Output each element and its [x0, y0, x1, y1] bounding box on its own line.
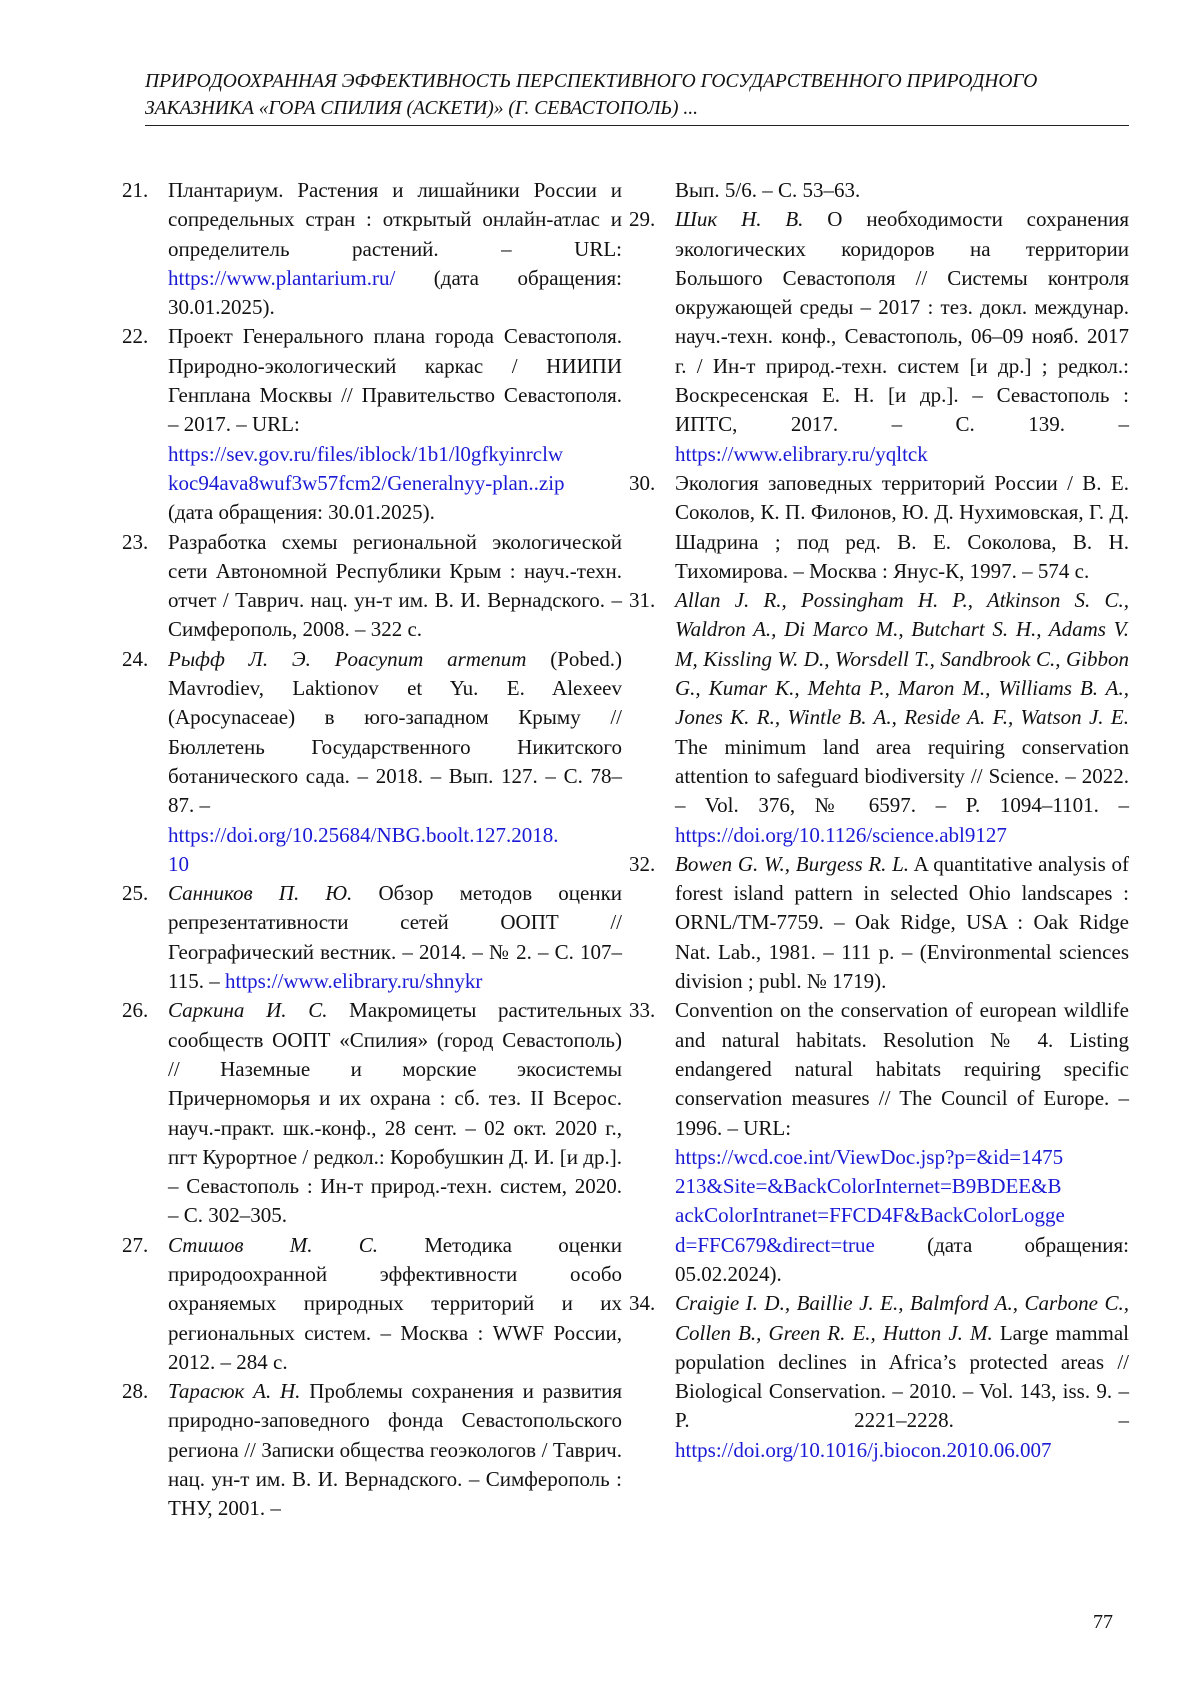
reference-28: [122, 1377, 622, 1523]
reference-body: [675, 1289, 1129, 1465]
reference-text: Экология заповедных территорий России / В. Е. Соколов, К. П. Филонов, Ю. Д. Нухимовская, Г. Д. Шадрина ; под ред. В. Е. Соколова, В. Н. Тихомирова. – Москва : Янус-К, 1997. – 574 с.: [675, 470, 1129, 583]
reference-number: 28.: [122, 1379, 149, 1404]
reference-text: The minimum land area requiring conservation attention to safeguard biodiversity // Science. – 2022. – Vol. 376, № 6597. – P. 1094–1101. –: [675, 734, 1129, 818]
reference-number: 32.: [629, 851, 656, 876]
reference-link-part-1[interactable]: https://wcd.coe.int/ViewDoc.jsp?p=&id=1475: [675, 1144, 1064, 1169]
reference-number: 33.: [629, 998, 656, 1023]
reference-text: (Pobed.) Mavrodiev, Laktionov et Yu. E. Alexeev (Apocynaceae) в юго-западном Крыму // Бюллетень Государственного Никитского ботанического сада. – 2018. – Вып. 127. – С. 78–87. –: [168, 646, 622, 818]
reference-authors: Рыфф Л. Э. Poacynum armenum: [168, 646, 527, 671]
reference-31: [629, 586, 1129, 850]
reference-authors: Тарасюк А. Н.: [168, 1379, 301, 1404]
running-header-line-2: ЗАКАЗНИКА «ГОРА СПИЛИЯ (АСКЕТИ)» (Г. СЕВАСТОПОЛЬ) ...: [145, 98, 699, 119]
reference-link-part-3[interactable]: ackColorIntranet=FFCD4F&BackColorLogge: [675, 1203, 1065, 1228]
reference-21: [122, 176, 622, 322]
page-number: 77: [1093, 1611, 1113, 1633]
reference-body: [168, 879, 622, 996]
reference-body: [675, 586, 1129, 850]
reference-authors: Санников П. Ю.: [168, 881, 353, 906]
reference-25: [122, 879, 622, 996]
reference-body: [168, 1377, 622, 1523]
reference-number: 21.: [122, 178, 149, 202]
running-header: [145, 68, 1131, 122]
reference-27: [122, 1231, 622, 1377]
running-header-line-1: ПРИРОДООХРАННАЯ ЭФФЕКТИВНОСТЬ ПЕРСПЕКТИВНОГО ГОСУДАРСТВЕННОГО ПРИРОДНОГО: [145, 71, 1038, 92]
reference-number: 31.: [629, 588, 656, 613]
reference-text: О необходимости сохранения экологических коридоров на территории Большого Севастополя // Системы контроля окружающей среды – 2017 : тез. докл. междунар. науч.-техн. конф., Севастополь, 06–09 нояб. 2017 г. / Ин-т природ.-техн. систем [и др.] ; редкол.: Воскресенская Е. Н. [и др.]. – Севастополь : ИПТС, 2017. – С. 139. –: [675, 207, 1129, 437]
reference-text: Разработка схемы региональной экологической сети Автономной Республики Крым : науч.-техн. отчет / Таврич. нац. ун-т им. В. И. Вернадского. – Симферополь, 2008. – 322 с.: [168, 529, 622, 642]
reference-23: [122, 528, 622, 645]
reference-number: 27.: [122, 1232, 149, 1257]
reference-number: 34.: [629, 1291, 656, 1316]
reference-authors: Craigie I. D., Baillie J. E., Balmford A., Carbone C., Collen B., Green R. E., Hutton J. M.: [675, 1291, 1129, 1345]
reference-text: A quantitative analysis of forest island pattern in selected Ohio landscapes : ORNL/TM-7759. – Oak Ridge, USA : Oak Ridge Nat. Lab., 1981. – 111 p. – (Environmental sciences division ; publ. № 1719).: [675, 851, 1129, 994]
reference-link[interactable]: https://doi.org/10.1016/j.biocon.2010.06.007: [675, 1437, 1052, 1462]
references-column-right: [629, 176, 1129, 1465]
header-divider: [145, 125, 1129, 126]
reference-body: [675, 996, 1129, 1289]
reference-number: 22.: [122, 324, 149, 349]
reference-number: 26.: [122, 998, 149, 1023]
reference-number: 30.: [629, 470, 656, 495]
reference-link[interactable]: https://www.elibrary.ru/shnykr: [224, 969, 483, 994]
reference-body: [168, 322, 622, 527]
reference-text: Проект Генерального плана города Севастополя. Природно-экологический каркас / НИИПИ Генплана Москвы // Правительство Севастополя. – 2017. – URL:: [168, 324, 622, 437]
reference-link-part-1[interactable]: https://sev.gov.ru/files/iblock/1b1/l0gfkyinrclw: [168, 441, 564, 466]
reference-authors: Стишов М. С.: [168, 1232, 379, 1257]
reference-text: Макромицеты растительных сообществ ООПТ «Спилия» (город Севастополь) // Наземные и морские экосистемы Причерноморья и их охрана : сб. тез. II Всерос. науч.-практ. шк.-конф., 28 сент. – 02 окт. 2020 г., пгт Курортное / редкол.: Коробушкин Д. И. [и др.]. – Севастополь : Ин-т природ.-техн. систем, 2020. – С. 302–305.: [168, 998, 622, 1228]
reference-33: [629, 996, 1129, 1289]
reference-number: 29.: [629, 207, 656, 232]
reference-24: [122, 645, 622, 879]
reference-text: Large mammal population declines in Africa’s protected areas // Biological Conservation. – 2010. – Vol. 143, iss. 9. – P. 2221–2228. –: [675, 1320, 1130, 1433]
reference-access-date: (дата обращения: 05.02.2024).: [675, 1232, 1129, 1286]
reference-28-continuation: Вып. 5/6. – С. 53–63.: [675, 178, 861, 202]
reference-34: [629, 1289, 1129, 1465]
reference-link-part-2[interactable]: koc94ava8wuf3w57fcm2/Generalnyy-plan..zip: [168, 470, 565, 495]
reference-authors: Allan J. R., Possingham H. P., Atkinson S. C., Waldron A., Di Marco M., Butchart S. H., Adams V. M, Kissling W. D., Worsdell T., Sandbrook C., Gibbon G., Kumar K., Mehta P., Maron M., Williams B. A., Jones K. R., Wintle B. A., Reside A. F., Watson J. E.: [675, 588, 1129, 730]
reference-body: [168, 996, 622, 1230]
reference-body: [675, 850, 1129, 996]
reference-number: 24.: [122, 646, 149, 671]
reference-authors: Bowen G. W., Burgess R. L.: [675, 851, 910, 876]
reference-link-part-1[interactable]: https://doi.org/10.25684/NBG.boolt.127.2018.: [168, 822, 559, 847]
reference-access-date: (дата обращения: 30.01.2025).: [168, 265, 622, 320]
reference-text: Проблемы сохранения и развития природно-заповедного фонда Севастопольского региона // Записки общества геоэкологов / Таврич. нац. ун-т им. В. И. Вернадского. – Симферополь : ТНУ, 2001. –: [168, 1379, 622, 1521]
reference-32: [629, 850, 1129, 996]
reference-number: 25.: [122, 881, 149, 906]
reference-22: [122, 322, 622, 527]
reference-text: Методика оценки природоохранной эффективности особо охраняемых природных территорий и их региональных систем. – Москва : WWF России, 2012. – 284 с.: [168, 1232, 622, 1374]
reference-body: [168, 1231, 622, 1377]
reference-link-part-2[interactable]: 213&Site=&BackColorInternet=B9BDEE&B: [675, 1174, 1062, 1199]
reference-link-part-4[interactable]: d=FFC679&direct=true: [675, 1232, 875, 1257]
reference-number: 23.: [122, 529, 149, 554]
reference-body: [168, 176, 622, 322]
references-column-left: [122, 176, 622, 1524]
reference-authors: Шик Н. В.: [675, 207, 804, 232]
reference-29: [629, 205, 1129, 469]
reference-access-date: (дата обращения: 30.01.2025).: [168, 500, 435, 525]
reference-26: [122, 996, 622, 1230]
reference-text: Плантариум. Растения и лишайники России и сопредельных стран : открытый онлайн-атлас и определитель растений. – URL:: [168, 178, 622, 261]
reference-link-part-2[interactable]: 10: [168, 851, 189, 876]
reference-text: Convention on the conservation of european wildlife and natural habitats. Resolution № 4. Listing endangered natural habitats requiring specific conservation measures // The Council of Europe. – 1996. – URL:: [675, 998, 1129, 1140]
reference-link[interactable]: https://www.elibrary.ru/yqltck: [675, 441, 928, 466]
reference-body: [168, 645, 622, 879]
reference-text: Обзор методов оценки репрезентативности сетей ООПТ // Географический вестник. – 2014. – № 2. – С. 107–115. –: [168, 881, 623, 994]
reference-link[interactable]: https://doi.org/10.1126/science.abl9127: [675, 822, 1007, 847]
reference-authors: Саркина И. С.: [168, 998, 328, 1023]
reference-link[interactable]: https://www.plantarium.ru/: [168, 265, 396, 290]
reference-body: [675, 205, 1129, 469]
reference-30: [629, 469, 1129, 586]
